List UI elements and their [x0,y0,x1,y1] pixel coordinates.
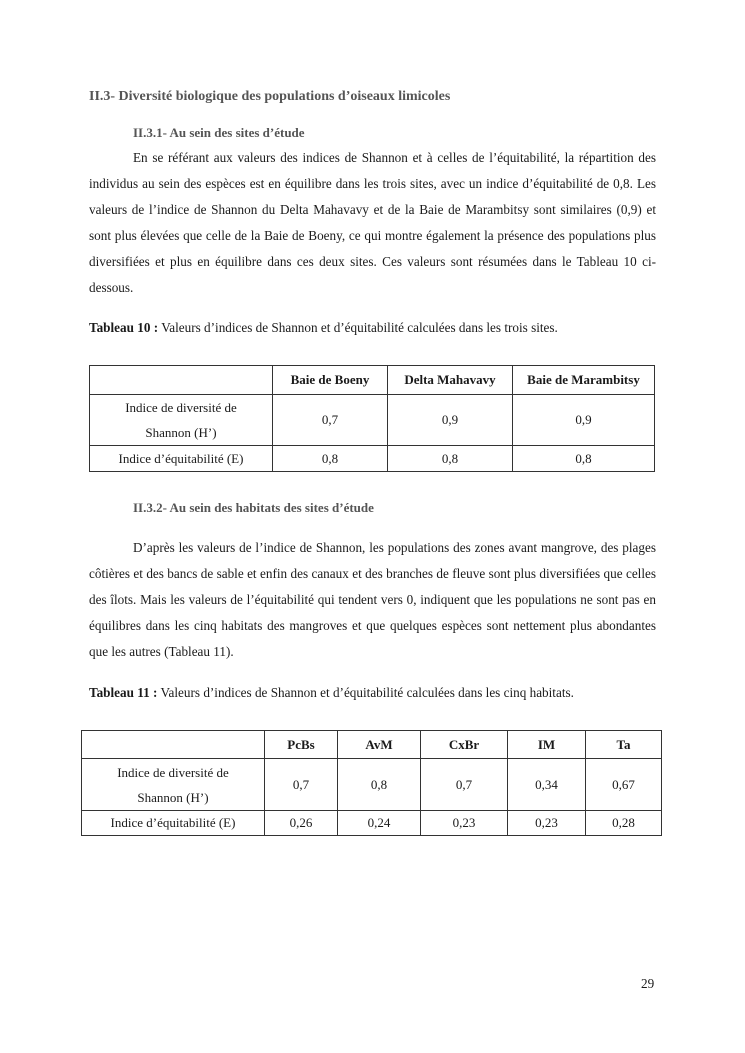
table-header-cell: Delta Mahavavy [388,366,513,395]
table-header-cell: AvM [338,731,421,759]
subsection-title-sites: II.3.1- Au sein des sites d’étude [133,125,305,140]
table-cell: 0,24 [338,811,421,836]
row-label: Indice d’équitabilité (E) [82,811,265,836]
table-row [90,395,655,446]
table-cell: 0,8 [513,446,655,472]
paragraph-habitats-text: D’après les valeurs de l’indice de Shannon, les populations des zones avant mangrove, des plages côtières et des bancs de sable et enfin des canaux et des branches de fleuve sont plus diversifiées que celles des îlots. Mais les valeurs de l’équitabilité qui tendent vers 0, indiquent que les populations ne sont pas en équilibres dans les cinq habitats des mangroves et que quelques espèces sont nettement plus abondantes que les autres (Tableau 11). [89,540,656,659]
table-row [82,811,662,836]
caption-table-11-label: Tableau 11 : [89,685,158,700]
table-cell: 0,23 [508,811,586,836]
paragraph-habitats [89,535,656,665]
paragraph-sites [89,145,656,301]
table-cell: 0,67 [586,759,662,811]
caption-table-11 [89,685,574,701]
table-cell: 0,23 [421,811,508,836]
row-label-line: Shannon (H’) [145,425,217,440]
table-header-cell: Baie de Boeny [273,366,388,395]
section-title: II.3- Diversité biologique des populations d’oiseaux limicoles [89,89,451,104]
table-10 [89,365,655,472]
table-row [82,759,662,811]
table-cell: 0,34 [508,759,586,811]
table-header-cell [82,731,265,759]
row-label-line: Indice de diversité de [125,400,237,415]
table-cell: 0,26 [265,811,338,836]
caption-table-10-text: Valeurs d’indices de Shannon et d’équitabilité calculées dans les trois sites. [161,320,558,335]
table-cell: 0,28 [586,811,662,836]
table-header-cell: IM [508,731,586,759]
row-label-line: Indice de diversité de [117,764,229,780]
table-row [90,446,655,472]
row-label [90,395,273,446]
subsection-title-habitats: II.3.2- Au sein des habitats des sites d’étude [133,500,374,515]
caption-table-10 [89,320,558,336]
table-header-cell: Ta [586,731,662,759]
table-cell: 0,8 [388,446,513,472]
row-label: Indice d’équitabilité (E) [90,446,273,472]
table-cell: 0,7 [421,759,508,811]
table-cell: 0,8 [338,759,421,811]
table-header-cell: PcBs [265,731,338,759]
table-cell: 0,7 [273,395,388,446]
table-cell: 0,8 [273,446,388,472]
table-header-cell [90,366,273,395]
paragraph-sites-text: En se référant aux valeurs des indices de Shannon et à celles de l’équitabilité, la répartition des individus au sein des espèces est en équilibre dans les trois sites, avec un indice d’équitabilité de 0,8. Les valeurs de l’indice de Shannon du Delta Mahavavy et de la Baie de Marambitsy sont similaires (0,9) et sont plus élevées que celle de la Baie de Boeny, ce qui montre également la présence des populations plus diversifiées et plus en équilibre dans ces deux sites. Ces valeurs sont résumées dans le Tableau 10 ci- dessous. [89,150,656,295]
table-cell: 0,9 [513,395,655,446]
page-number: 29 [641,976,655,991]
row-label [82,759,265,811]
caption-table-10-label: Tableau 10 : [89,320,159,335]
caption-table-11-text: Valeurs d’indices de Shannon et d’équitabilité calculées dans les cinq habitats. [160,685,574,700]
table-cell: 0,7 [265,759,338,811]
table-header-row [90,366,655,395]
row-label-line: Shannon (H’) [137,789,209,805]
table-header-cell: CxBr [421,731,508,759]
table-header-cell: Baie de Marambitsy [513,366,655,395]
table-cell: 0,9 [388,395,513,446]
table-header-row [82,731,662,759]
table-11 [81,730,662,836]
